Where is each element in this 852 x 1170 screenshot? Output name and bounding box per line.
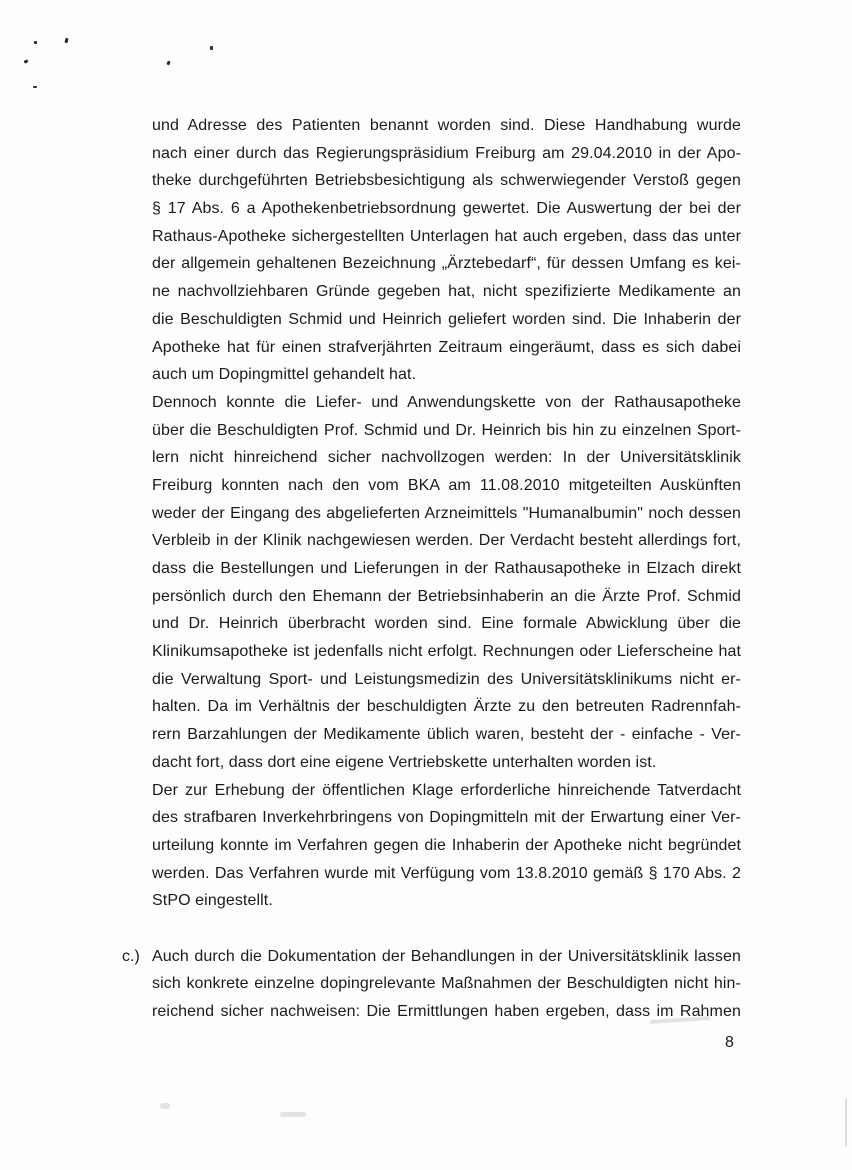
scan-edge-line bbox=[845, 1098, 847, 1146]
text-line: nach einer durch das Regierungspräsidium Freiburg am 29.04.2010 in der Apo- bbox=[152, 144, 741, 162]
list-item-c-text bbox=[152, 943, 741, 1026]
scan-speck bbox=[33, 86, 37, 88]
text-line: des strafbaren Inverkehrbringens von Dopingmitteln mit der Erwartung einer Ver- bbox=[152, 809, 741, 827]
text-line: theke durchgeführten Betriebsbesichtigung als schwerwiegender Verstoß gegen bbox=[152, 172, 741, 190]
text-line: werden. Das Verfahren wurde mit Verfügung vom 13.8.2010 gemäß § 170 Abs. 2 bbox=[152, 864, 741, 882]
text-line: die Verwaltung Sport- und Leistungsmedizin des Universitätsklinikums nicht er- bbox=[152, 670, 741, 688]
paragraph-3 bbox=[152, 777, 741, 915]
text-line: reichend sicher nachweisen: Die Ermittlungen haben ergeben, dass im Rahmen bbox=[152, 1003, 741, 1020]
text-line: persönlich durch den Ehemann der Betriebsinhaberin an die Ärzte Prof. Schmid bbox=[152, 587, 741, 605]
document-text-block bbox=[122, 112, 741, 1026]
scan-speck bbox=[166, 61, 170, 66]
text-line: StPO eingestellt. bbox=[152, 892, 273, 910]
text-line: Apotheke hat für einen strafverjährten Zeitraum eingeräumt, dass es sich dabei bbox=[152, 338, 741, 356]
scan-smudge bbox=[280, 1112, 306, 1117]
page-number: 8 bbox=[725, 1034, 734, 1051]
list-item-c bbox=[122, 943, 741, 1026]
text-line: Dennoch konnte die Liefer- und Anwendungskette von der Rathausapotheke bbox=[152, 393, 741, 411]
paragraph-1 bbox=[152, 112, 741, 389]
text-line: rern Barzahlungen der Medikamente üblich waren, besteht der - einfache - Ver- bbox=[152, 726, 741, 744]
scan-speck bbox=[24, 59, 29, 64]
scan-speck bbox=[64, 38, 68, 44]
text-line: lern nicht hinreichend sicher nachvollzogen werden: In der Universitätsklinik bbox=[152, 449, 741, 467]
text-line: sich konkrete einzelne dopingrelevante Maßnahmen der Beschuldigten nicht hin- bbox=[152, 975, 741, 993]
text-line: Rathaus-Apotheke sichergestellten Unterlagen hat auch ergeben, dass das unter bbox=[152, 227, 741, 245]
text-line: der allgemein gehaltenen Bezeichnung „Ärztebedarf“, für dessen Umfang es kei- bbox=[152, 255, 741, 273]
scan-smudge bbox=[160, 1103, 170, 1109]
text-line: und Dr. Heinrich überbracht worden sind. Eine formale Abwicklung über die bbox=[152, 615, 741, 633]
text-line: Auch durch die Dokumentation der Behandlungen in der Universitätsklinik lassen bbox=[152, 947, 741, 965]
text-line: und Adresse des Patienten benannt worden sind. Diese Handhabung wurde bbox=[152, 117, 741, 134]
text-line: halten. Da im Verhältnis der beschuldigten Ärzte zu den betreuten Radrennfah- bbox=[152, 698, 741, 716]
paragraph-2 bbox=[152, 389, 741, 777]
text-line: Freiburg konnten nach den vom BKA am 11.08.2010 mitgeteilten Auskünften bbox=[152, 476, 741, 494]
text-line: dacht fort, dass dort eine eigene Vertriebskette unterhalten worden ist. bbox=[152, 753, 657, 771]
scan-speck bbox=[34, 41, 37, 44]
scan-speck bbox=[210, 46, 213, 50]
text-line: Verbleib in der Klinik nachgewiesen werden. Der Verdacht besteht allerdings fort, bbox=[152, 532, 741, 550]
text-line: ne nachvollziehbaren Gründe gegeben hat, nicht spezifizierte Medikamente an bbox=[152, 283, 741, 301]
text-line: dass die Bestellungen und Lieferungen in der Rathausapotheke in Elzach direkt bbox=[152, 560, 741, 577]
text-line: auch um Dopingmittel gehandelt hat. bbox=[152, 366, 417, 384]
text-line: Der zur Erhebung der öffentlichen Klage erforderliche hinreichende Tatverdacht bbox=[152, 781, 741, 799]
text-line: § 17 Abs. 6 a Apothekenbetriebsordnung gewertet. Die Auswertung der bei der bbox=[152, 200, 741, 218]
text-line: Klinikumsapotheke ist jedenfalls nicht erfolgt. Rechnungen oder Lieferscheine hat bbox=[152, 643, 741, 661]
text-line: urteilung konnte im Verfahren gegen die Inhaberin der Apotheke nicht begründet bbox=[152, 836, 741, 854]
text-line: die Beschuldigten Schmid und Heinrich geliefert worden sind. Die Inhaberin der bbox=[152, 310, 741, 328]
text-line: weder der Eingang des abgelieferten Arzneimittels "Humanalbumin" noch dessen bbox=[152, 504, 741, 522]
list-item-c-marker: c.) bbox=[122, 947, 140, 965]
text-line: über die Beschuldigten Prof. Schmid und Dr. Heinrich bis hin zu einzelnen Sport- bbox=[152, 421, 741, 439]
